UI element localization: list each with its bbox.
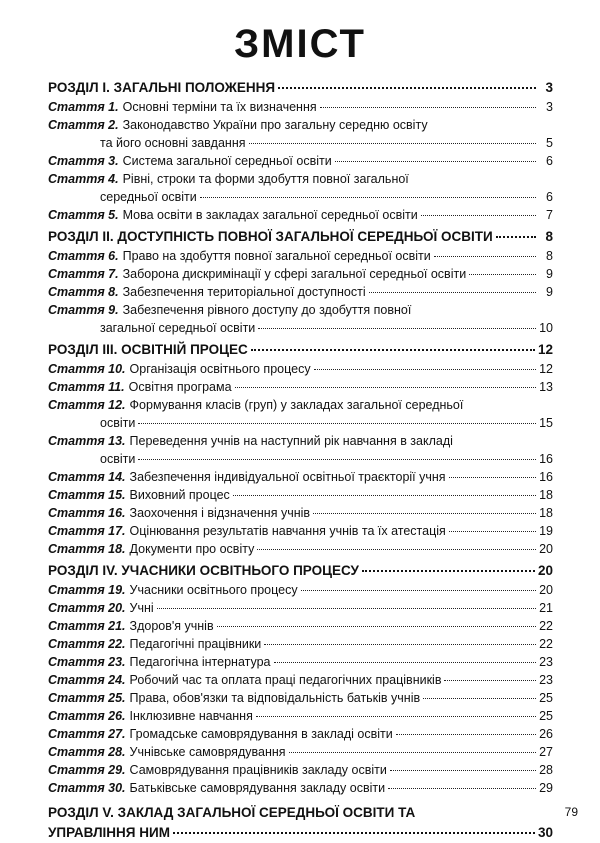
article-label: Стаття 25.	[48, 691, 126, 705]
toc-article-6[interactable]	[48, 247, 553, 265]
dot-leader	[289, 752, 536, 753]
page-number: 79	[564, 805, 578, 819]
dot-leader	[396, 734, 536, 735]
article-page: 25	[539, 709, 553, 723]
article-title: Учасники освітнього процесу	[129, 583, 298, 597]
dot-leader	[388, 788, 536, 789]
article-title: Педагогічна інтернатура	[129, 655, 271, 669]
article-page: 25	[539, 691, 553, 705]
article-page: 10	[539, 321, 553, 335]
article-label: Стаття 30.	[48, 781, 126, 795]
toc-article-1[interactable]	[48, 98, 553, 116]
toc-article-12[interactable]	[48, 396, 553, 432]
article-page: 28	[539, 763, 553, 777]
article-title: Виховний процес	[129, 488, 230, 502]
table-of-contents	[48, 78, 553, 843]
article-label: Стаття 8.	[48, 285, 119, 299]
toc-article-29[interactable]	[48, 761, 553, 779]
section-title: РОЗДІЛ V. ЗАКЛАД ЗАГАЛЬНОЇ СЕРЕДНЬОЇ ОСВІТИ ТА	[48, 805, 416, 820]
dot-leader	[469, 274, 536, 275]
toc-article-14[interactable]	[48, 468, 553, 486]
article-label: Стаття 27.	[48, 727, 126, 741]
dot-leader	[362, 570, 535, 572]
article-label: Стаття 11.	[48, 380, 125, 394]
article-title-cont: та його основні завдання	[100, 136, 246, 150]
dot-leader	[335, 161, 536, 162]
toc-article-22[interactable]	[48, 635, 553, 653]
article-title-cont: середньої освіти	[100, 190, 197, 204]
article-page: 12	[539, 362, 553, 376]
article-title: Інклюзивне навчання	[129, 709, 253, 723]
toc-article-2[interactable]	[48, 116, 553, 152]
toc-article-19[interactable]	[48, 581, 553, 599]
article-title: Забезпечення індивідуальної освітньої траєкторії учня	[129, 470, 446, 484]
article-page: 16	[539, 470, 553, 484]
dot-leader	[496, 236, 536, 238]
article-label: Стаття 21.	[48, 619, 126, 633]
article-page: 22	[539, 637, 553, 651]
article-label: Стаття 15.	[48, 488, 126, 502]
dot-leader	[157, 608, 536, 609]
article-label: Стаття 7.	[48, 267, 119, 281]
article-label: Стаття 3.	[48, 154, 119, 168]
toc-article-24[interactable]	[48, 671, 553, 689]
toc-article-5[interactable]	[48, 206, 553, 224]
article-label: Стаття 18.	[48, 542, 126, 556]
article-title: Педагогічні працівники	[129, 637, 262, 651]
article-label: Стаття 10.	[48, 362, 126, 376]
toc-article-10[interactable]	[48, 360, 553, 378]
dot-leader	[200, 197, 536, 198]
article-page: 23	[539, 673, 553, 687]
dot-leader	[249, 143, 536, 144]
article-label: Стаття 13.	[48, 434, 126, 448]
article-label: Стаття 29.	[48, 763, 126, 777]
section-title: РОЗДІЛ IV. УЧАСНИКИ ОСВІТНЬОГО ПРОЦЕСУ	[48, 563, 359, 578]
article-title: Заохочення і відзначення учнів	[129, 506, 311, 520]
article-title: Учні	[129, 601, 154, 615]
dot-leader	[251, 349, 535, 351]
article-page: 3	[546, 100, 553, 114]
article-title: Мова освіти в закладах загальної середньої освіти	[122, 208, 418, 222]
article-label: Стаття 22.	[48, 637, 126, 651]
article-title: Організація освітнього процесу	[129, 362, 311, 376]
dot-leader	[278, 87, 536, 89]
article-label: Стаття 19.	[48, 583, 126, 597]
article-label: Стаття 14.	[48, 470, 126, 484]
article-title: Освітня програма	[128, 380, 232, 394]
dot-leader	[423, 698, 536, 699]
toc-article-30[interactable]	[48, 779, 553, 797]
toc-article-3[interactable]	[48, 152, 553, 170]
toc-article-21[interactable]	[48, 617, 553, 635]
article-page: 9	[546, 285, 553, 299]
article-title: Громадське самоврядування в закладі освіти	[129, 727, 393, 741]
article-page: 23	[539, 655, 553, 669]
article-title: Оцінювання результатів навчання учнів та їх атестація	[129, 524, 446, 538]
dot-leader	[138, 423, 536, 424]
dot-leader	[314, 369, 536, 370]
article-label: Стаття 20.	[48, 601, 126, 615]
article-title: Система загальної середньої освіти	[122, 154, 332, 168]
section-page: 20	[537, 563, 553, 578]
toc-article-8[interactable]	[48, 283, 553, 301]
article-label: Стаття 26.	[48, 709, 126, 723]
toc-article-27[interactable]	[48, 725, 553, 743]
article-page: 6	[546, 190, 553, 204]
toc-article-25[interactable]	[48, 689, 553, 707]
dot-leader	[449, 531, 536, 532]
article-title: Батьківське самоврядування закладу освіти	[129, 781, 386, 795]
dot-leader	[313, 513, 536, 514]
article-title: Здоров'я учнів	[129, 619, 214, 633]
dot-leader	[233, 495, 536, 496]
article-title: Переведення учнів на наступний рік навчання в закладі	[129, 434, 453, 448]
dot-leader	[421, 215, 536, 216]
article-title-cont: загальної середньої освіти	[100, 321, 256, 335]
section-title: РОЗДІЛ І. ЗАГАЛЬНІ ПОЛОЖЕННЯ	[48, 80, 276, 95]
section-title-cont: УПРАВЛІННЯ НИМ	[48, 825, 170, 840]
article-page: 9	[546, 267, 553, 281]
article-page: 22	[539, 619, 553, 633]
toc-article-11[interactable]	[48, 378, 553, 396]
toc-article-20[interactable]	[48, 599, 553, 617]
dot-leader	[274, 662, 537, 663]
section-page: 12	[537, 342, 553, 357]
article-label: Стаття 6.	[48, 249, 119, 263]
article-page: 15	[539, 416, 553, 430]
article-title: Заборона дискримінації у сфері загальної середньої освіти	[122, 267, 467, 281]
article-page: 27	[539, 745, 553, 759]
article-title: Робочий час та оплата праці педагогічних працівників	[129, 673, 442, 687]
toc-article-13[interactable]	[48, 432, 553, 468]
toc-article-4[interactable]	[48, 170, 553, 206]
toc-section-5[interactable]	[48, 803, 553, 843]
toc-section-3[interactable]	[48, 340, 553, 360]
article-label: Стаття 16.	[48, 506, 126, 520]
article-title: Законодавство України про загальну середню освіту	[122, 118, 428, 132]
toc-article-9[interactable]	[48, 301, 553, 337]
article-label: Стаття 5.	[48, 208, 119, 222]
article-title: Основні терміни та їх визначення	[122, 100, 317, 114]
dot-leader	[444, 680, 536, 681]
dot-leader	[138, 459, 536, 460]
article-title-cont: освіти	[100, 452, 136, 466]
article-page: 21	[539, 601, 553, 615]
page-title: ЗМІСТ	[234, 22, 366, 66]
toc-article-26[interactable]	[48, 707, 553, 725]
article-page: 20	[539, 583, 553, 597]
article-page: 6	[546, 154, 553, 168]
article-title: Права, обов'язки та відповідальність батьків учнів	[129, 691, 421, 705]
dot-leader	[258, 328, 536, 329]
article-page: 8	[546, 249, 553, 263]
article-title: Рівні, строки та форми здобуття повної загальної	[122, 172, 409, 186]
toc-article-18[interactable]	[48, 540, 553, 558]
article-title: Забезпечення рівного доступу до здобуття повної	[122, 303, 412, 317]
article-page: 18	[539, 488, 553, 502]
toc-article-16[interactable]	[48, 504, 553, 522]
article-title: Формування класів (груп) у закладах загальної середньої	[129, 398, 464, 412]
article-title: Документи про освіту	[129, 542, 255, 556]
article-label: Стаття 24.	[48, 673, 126, 687]
toc-section-1[interactable]	[48, 78, 553, 98]
section-page: 3	[545, 80, 553, 95]
article-title-cont: освіти	[100, 416, 136, 430]
article-label: Стаття 4.	[48, 172, 119, 186]
article-page: 26	[539, 727, 553, 741]
article-page: 5	[546, 136, 553, 150]
toc-article-28[interactable]	[48, 743, 553, 761]
section-page: 8	[545, 229, 553, 244]
dot-leader	[390, 770, 536, 771]
article-page: 16	[539, 452, 553, 466]
article-page: 29	[539, 781, 553, 795]
article-page: 19	[539, 524, 553, 538]
dot-leader	[257, 549, 536, 550]
article-label: Стаття 1.	[48, 100, 119, 114]
dot-leader	[264, 644, 536, 645]
article-page: 20	[539, 542, 553, 556]
toc-section-2[interactable]	[48, 227, 553, 247]
article-title: Самоврядування працівників закладу освіти	[129, 763, 387, 777]
dot-leader	[301, 590, 536, 591]
section-page: 30	[537, 825, 553, 840]
article-label: Стаття 2.	[48, 118, 119, 132]
toc-article-17[interactable]	[48, 522, 553, 540]
article-label: Стаття 9.	[48, 303, 119, 317]
article-label: Стаття 23.	[48, 655, 126, 669]
dot-leader	[256, 716, 536, 717]
dot-leader	[217, 626, 536, 627]
toc-article-15[interactable]	[48, 486, 553, 504]
article-page: 7	[546, 208, 553, 222]
section-title: РОЗДІЛ ІІ. ДОСТУПНІСТЬ ПОВНОЇ ЗАГАЛЬНОЇ СЕРЕДНЬОЇ ОСВІТИ	[48, 229, 493, 244]
dot-leader	[449, 477, 536, 478]
dot-leader	[369, 292, 536, 293]
article-label: Стаття 17.	[48, 524, 126, 538]
article-label: Стаття 12.	[48, 398, 126, 412]
article-title: Учнівське самоврядування	[129, 745, 286, 759]
article-label: Стаття 28.	[48, 745, 126, 759]
toc-section-4[interactable]	[48, 561, 553, 581]
section-title: РОЗДІЛ ІІІ. ОСВІТНІЙ ПРОЦЕС	[48, 342, 248, 357]
dot-leader	[320, 107, 536, 108]
article-title: Право на здобуття повної загальної середньої освіти	[122, 249, 431, 263]
dot-leader	[173, 832, 535, 834]
article-page: 13	[539, 380, 553, 394]
toc-article-23[interactable]	[48, 653, 553, 671]
toc-article-7[interactable]	[48, 265, 553, 283]
article-title: Забезпечення територіальної доступності	[122, 285, 366, 299]
dot-leader	[434, 256, 536, 257]
article-page: 18	[539, 506, 553, 520]
dot-leader	[235, 387, 536, 388]
